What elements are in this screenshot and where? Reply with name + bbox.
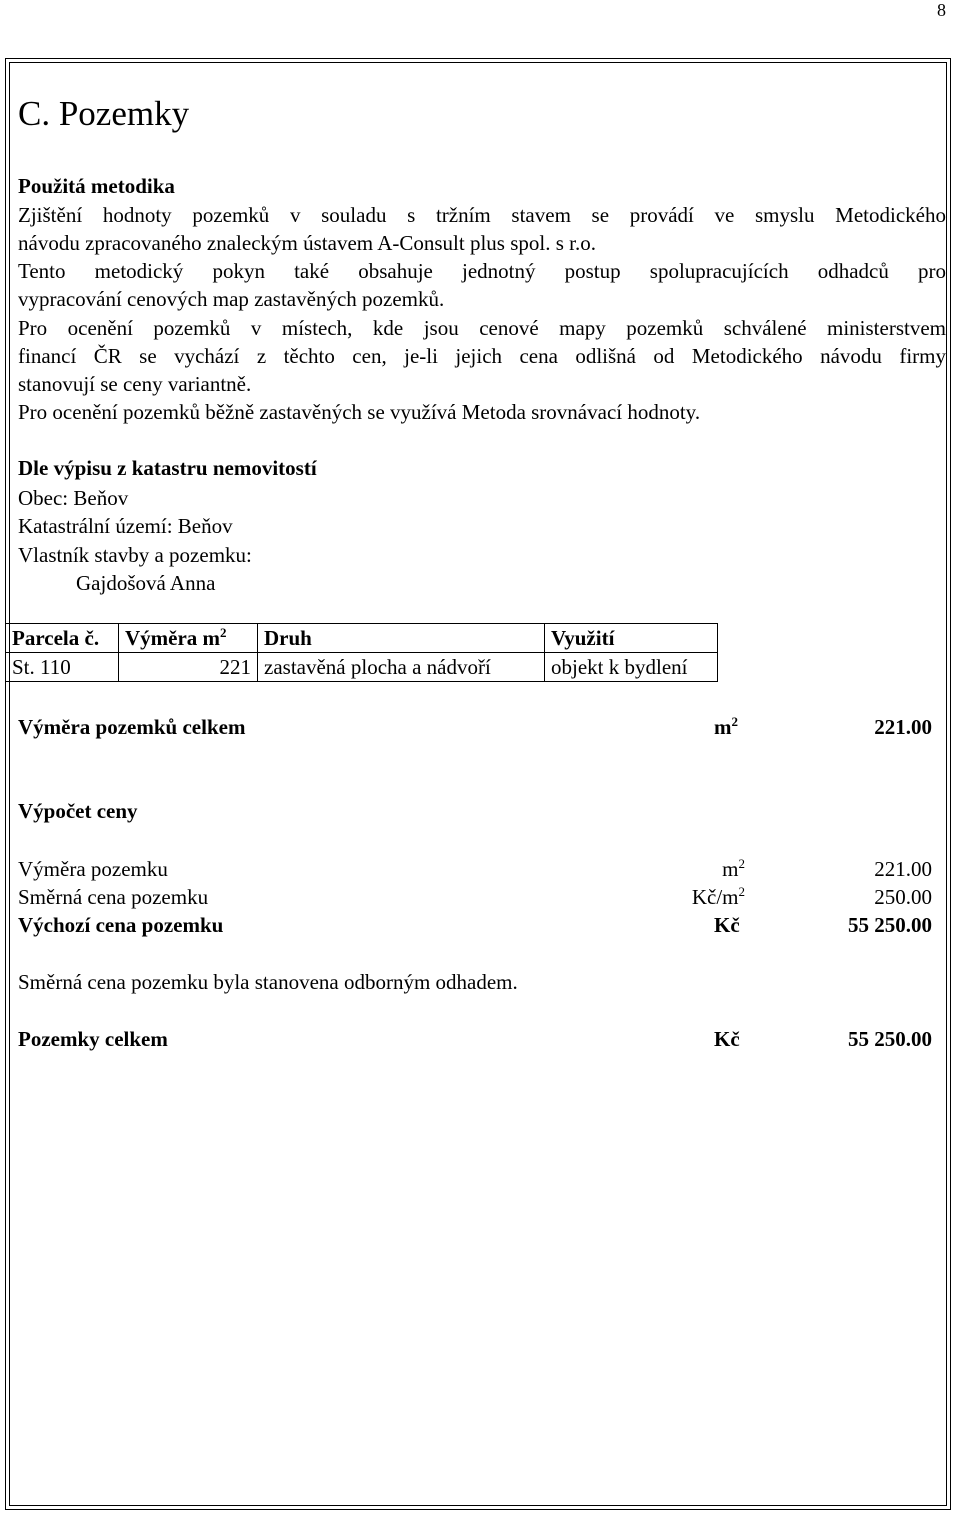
parcel-table [6, 623, 718, 682]
cadastre-heading: Dle výpisu z katastru nemovitostí [18, 456, 317, 480]
total-area-unit [714, 713, 738, 741]
cell-use: objekt k bydlení [545, 653, 718, 682]
calculation-heading: Výpočet ceny [18, 799, 138, 823]
calc-row-value: 250.00 [874, 885, 932, 909]
methodology-line: Pro ocenění pozemků běžně zastavěných se využívá Metoda srovnávací hodnoty. [18, 400, 701, 424]
table-row [6, 653, 718, 682]
total-area-unit-text: m [714, 715, 732, 739]
calc-row-unit-sup: 2 [738, 884, 745, 899]
calc-row-unit [645, 883, 745, 911]
methodology-line: vypracování cenových map zastavěných pozemků. [18, 287, 445, 311]
calc-row-label: Směrná cena pozemku [18, 885, 209, 909]
cell-area: 221 [119, 653, 258, 682]
total-area-unit-sup: 2 [731, 714, 738, 729]
calc-row-value: 55 250.00 [848, 913, 932, 937]
cell-parcel: St. 110 [6, 653, 119, 682]
header-area-sup: 2 [220, 625, 227, 640]
total-area-label: Výměra pozemků celkem [18, 715, 246, 739]
calc-row-label: Výchozí cena pozemku [18, 913, 224, 937]
grand-total-label: Pozemky celkem [18, 1027, 168, 1051]
municipality: Obec: Beňov [18, 486, 129, 510]
methodology-line: financí ČR se vychází z těchto cen, je-li jejich cena odlišná od Metodického návodu firmy [18, 344, 946, 368]
section-title: C. Pozemky [18, 94, 190, 133]
owner-name: Gajdošová Anna [76, 571, 216, 595]
page-number: 8 [937, 0, 946, 20]
methodology-line: Tento metodický pokyn také obsahuje jednotný postup spolupracujících odhadců pro [18, 259, 946, 283]
methodology-line: návodu zpracovaného znaleckým ústavem A-Consult plus spol. s r.o. [18, 231, 596, 255]
calculation-note: Směrná cena pozemku byla stanovena odborným odhadem. [18, 970, 518, 994]
methodology-line: stanovují se ceny variantně. [18, 372, 252, 396]
cell-kind: zastavěná plocha a nádvoří [258, 653, 545, 682]
calc-row-value: 221.00 [874, 857, 932, 881]
methodology-line: Pro ocenění pozemků v místech, kde jsou cenové mapy pozemků schválené ministerstvem [18, 316, 946, 340]
calc-row-unit-text: m [722, 857, 739, 881]
cadastral-area: Katastrální území: Beňov [18, 514, 233, 538]
calc-row-unit: Kč [714, 913, 740, 937]
header-area-label: Výměra m [125, 626, 221, 650]
grand-total-unit: Kč [714, 1027, 740, 1051]
owner-label: Vlastník stavby a pozemku: [18, 543, 252, 567]
header-kind: Druh [258, 624, 545, 653]
calc-row-label: Výměra pozemku [18, 857, 168, 881]
parcel-table-header [6, 624, 718, 653]
methodology-heading: Použitá metodika [18, 174, 175, 198]
calc-row-unit-text: Kč/m [691, 885, 739, 909]
header-area [119, 624, 258, 653]
header-parcel: Parcela č. [6, 624, 119, 653]
calc-row-unit [645, 855, 745, 883]
methodology-line: Zjištění hodnoty pozemků v souladu s tržním stavem se provádí ve smyslu Metodického [18, 203, 946, 227]
header-use: Využití [545, 624, 718, 653]
total-area-value: 221.00 [874, 715, 932, 739]
calc-row-unit-sup: 2 [738, 856, 745, 871]
grand-total-value: 55 250.00 [848, 1027, 932, 1051]
